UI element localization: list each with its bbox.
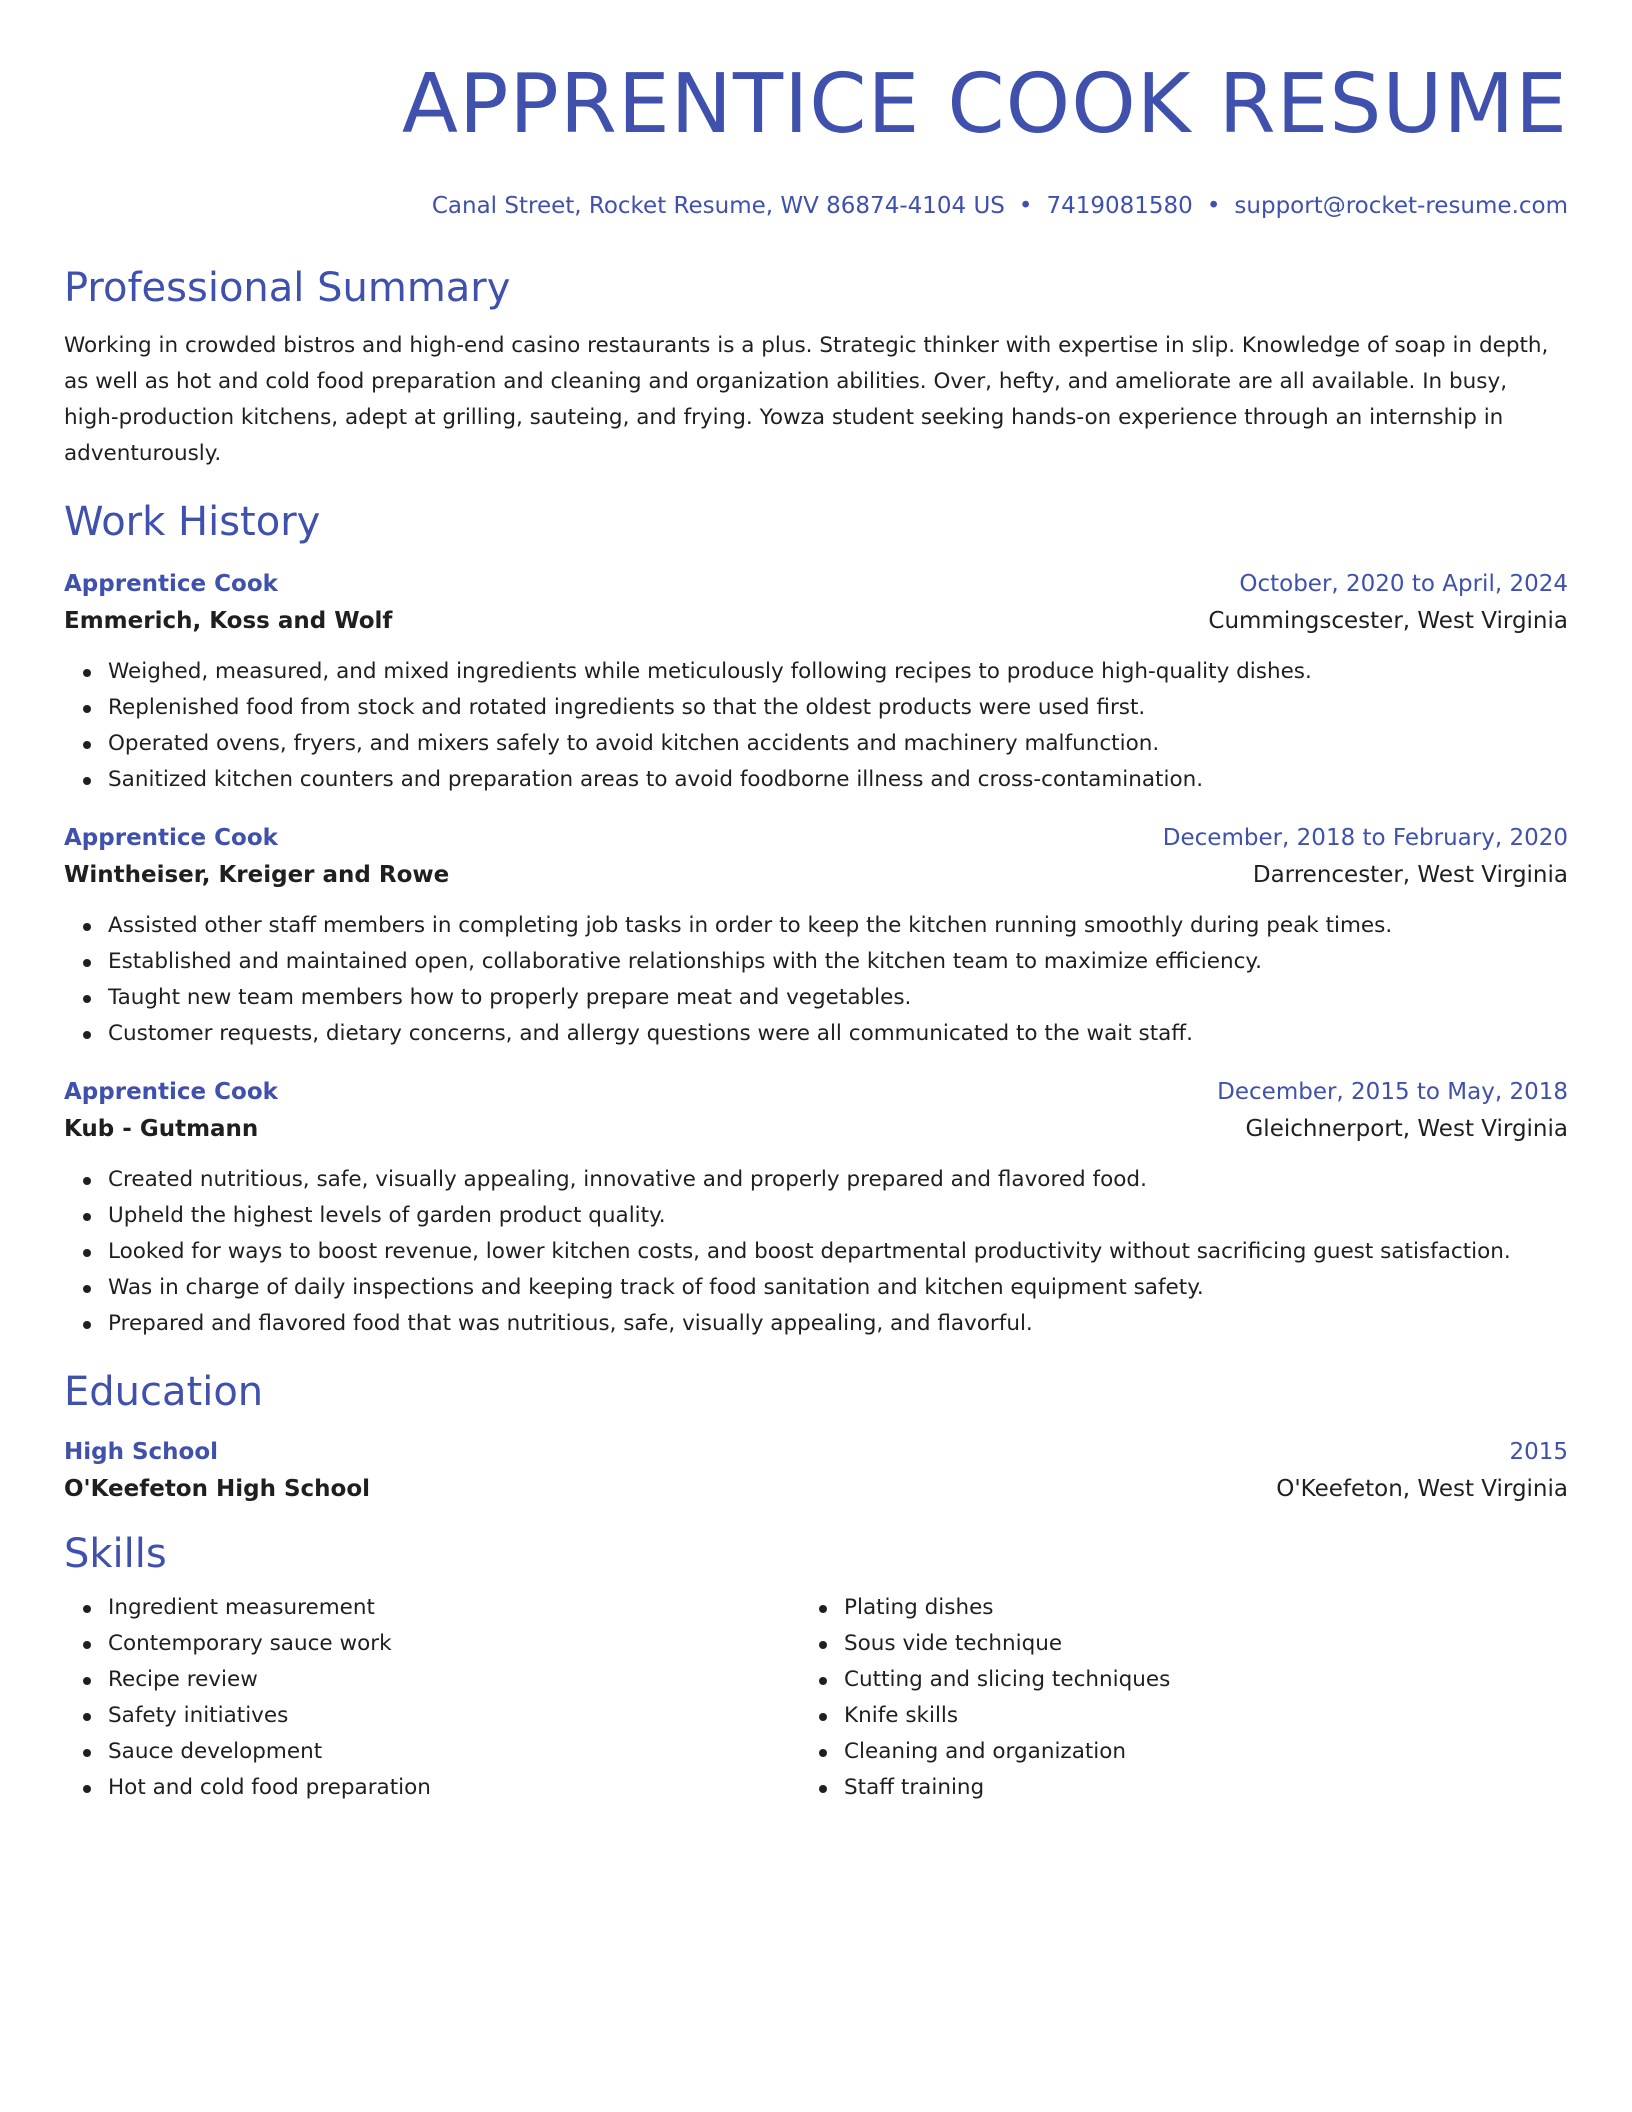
resume-title: APPRENTICE COOK RESUME: [401, 57, 1568, 152]
contact-line: [64, 190, 1568, 222]
skill-item: Hot and cold food preparation: [108, 1770, 800, 1806]
job-bullets: [64, 654, 1568, 798]
contact-address: Canal Street, Rocket Resume, WV 86874-4104 US: [431, 193, 1005, 219]
skills-list-left: [64, 1590, 800, 1806]
job-location: Cummingscester, West Virginia: [1208, 608, 1568, 634]
contact-separator: •: [1206, 193, 1221, 219]
job-bullet: Created nutritious, safe, visually appealing, innovative and properly prepared and flavored food.: [108, 1162, 1568, 1198]
job-employer-row: [64, 856, 1568, 894]
education-header-row: [64, 1434, 1568, 1470]
skills-heading: Skills: [64, 1531, 167, 1577]
skill-item: Plating dishes: [844, 1590, 1536, 1626]
job-employer-row: [64, 1110, 1568, 1148]
education-year: 2015: [1509, 1439, 1568, 1465]
job-location: Darrencester, West Virginia: [1252, 862, 1568, 888]
job-bullet: Operated ovens, fryers, and mixers safely to avoid kitchen accidents and machinery malfunction.: [108, 726, 1568, 762]
job-bullet: Sanitized kitchen counters and preparation areas to avoid foodborne illness and cross-contamination.: [108, 762, 1568, 798]
job-bullet: Customer requests, dietary concerns, and allergy questions were all communicated to the wait staff.: [108, 1016, 1568, 1052]
skill-item: Sous vide technique: [844, 1626, 1536, 1662]
job-employer: Wintheiser, Kreiger and Rowe: [64, 862, 450, 888]
job-bullet: Was in charge of daily inspections and keeping track of food sanitation and kitchen equipment safety.: [108, 1270, 1568, 1306]
education-school-row: [64, 1470, 1568, 1508]
job-bullets: [64, 908, 1568, 1052]
education-entry: [64, 1434, 1568, 1508]
skill-item: Safety initiatives: [108, 1698, 800, 1734]
skill-item: Sauce development: [108, 1734, 800, 1770]
job-bullet: Prepared and flavored food that was nutritious, safe, visually appealing, and flavorful.: [108, 1306, 1568, 1342]
job-dates: December, 2018 to February, 2020: [1162, 825, 1568, 851]
job-title: Apprentice Cook: [64, 1079, 278, 1105]
job-entry: [64, 1074, 1568, 1342]
job-bullet: Weighed, measured, and mixed ingredients while meticulously following recipes to produce high-quality dishes.: [108, 654, 1568, 690]
job-bullet: Looked for ways to boost revenue, lower kitchen costs, and boost departmental productivity without sacrificing guest satisfaction.: [108, 1234, 1568, 1270]
skill-item: Recipe review: [108, 1662, 800, 1698]
work-history-heading: Work History: [64, 499, 321, 545]
job-dates: December, 2015 to May, 2018: [1217, 1079, 1568, 1105]
education-location: O'Keefeton, West Virginia: [1276, 1476, 1568, 1502]
job-header-row: [64, 820, 1568, 856]
education-school: O'Keefeton High School: [64, 1476, 371, 1502]
job-header-row: [64, 1074, 1568, 1110]
job-entry: [64, 820, 1568, 1052]
skill-item: Ingredient measurement: [108, 1590, 800, 1626]
education-heading: Education: [64, 1369, 264, 1415]
job-employer: Emmerich, Koss and Wolf: [64, 608, 393, 634]
job-location: Gleichnerport, West Virginia: [1245, 1116, 1568, 1142]
skills-list-right: [800, 1590, 1536, 1806]
job-bullets: [64, 1162, 1568, 1342]
job-employer: Kub - Gutmann: [64, 1116, 259, 1142]
education-degree: High School: [64, 1439, 219, 1465]
job-entry: [64, 566, 1568, 798]
job-bullet: Established and maintained open, collaborative relationships with the kitchen team to maximize efficiency.: [108, 944, 1568, 980]
job-header-row: [64, 566, 1568, 602]
job-bullet: Assisted other staff members in completing job tasks in order to keep the kitchen running smoothly during peak times.: [108, 908, 1568, 944]
skills-columns: [64, 1590, 1568, 1806]
skill-item: Staff training: [844, 1770, 1536, 1806]
job-bullet: Taught new team members how to properly prepare meat and vegetables.: [108, 980, 1568, 1016]
job-title: Apprentice Cook: [64, 825, 278, 851]
job-bullet: Replenished food from stock and rotated ingredients so that the oldest products were used first.: [108, 690, 1568, 726]
job-bullet: Upheld the highest levels of garden product quality.: [108, 1198, 1568, 1234]
skill-item: Cutting and slicing techniques: [844, 1662, 1536, 1698]
skill-item: Contemporary sauce work: [108, 1626, 800, 1662]
contact-separator: •: [1018, 193, 1033, 219]
contact-email: support@rocket-resume.com: [1234, 193, 1568, 219]
contact-phone: 7419081580: [1046, 193, 1193, 219]
skill-item: Knife skills: [844, 1698, 1536, 1734]
summary-heading: Professional Summary: [64, 265, 511, 311]
job-employer-row: [64, 602, 1568, 640]
job-title: Apprentice Cook: [64, 571, 278, 597]
job-dates: October, 2020 to April, 2024: [1239, 571, 1568, 597]
summary-text: Working in crowded bistros and high-end casino restaurants is a plus. Strategic thinker with expertise in slip. Knowledge of soap in depth, as well as hot and cold food preparation and cleaning and organization abilities. Over, hefty, and ameliorate are all available. In busy, high-production kitchens, adept at grilling, sauteing, and frying. Yowza student seeking hands-on experience through an internship in adventurously.: [64, 333, 1549, 466]
skill-item: Cleaning and organization: [844, 1734, 1536, 1770]
